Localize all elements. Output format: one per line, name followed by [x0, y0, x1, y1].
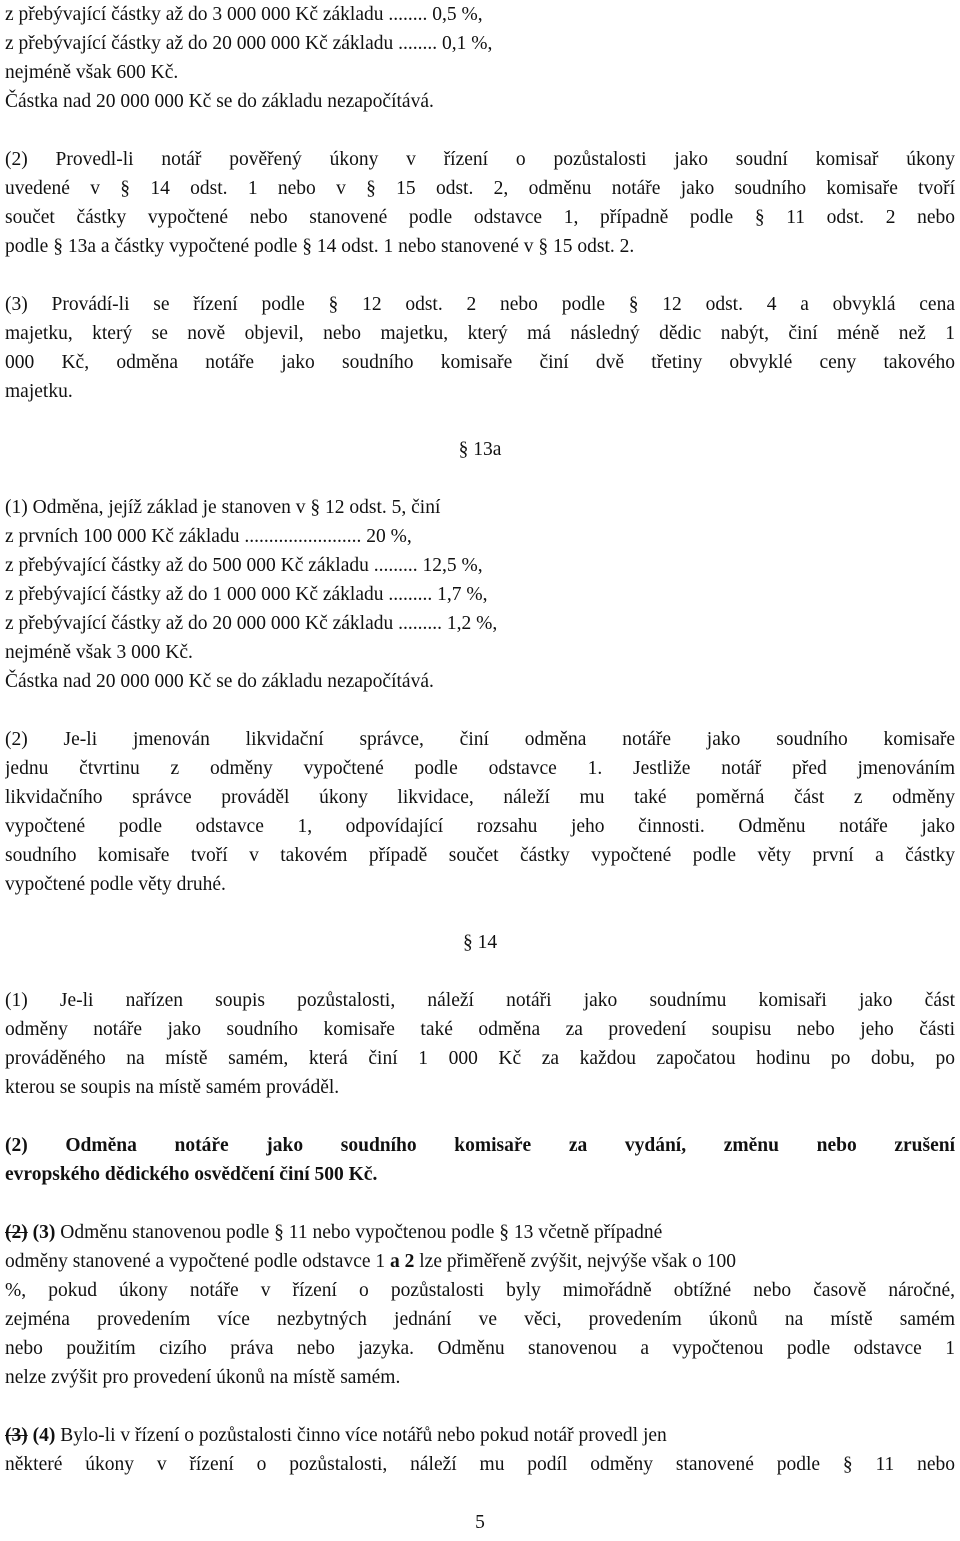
- paragraph-line: likvidačního správce prováděl úkony likvidace, náleží mu také poměrná část z odměny: [5, 787, 955, 808]
- inserted-number: (4): [27, 1425, 61, 1446]
- paragraph-line: (2) Je-li jmenován likvidační správce, činí odměna notáře jako soudního komisaře: [5, 729, 955, 750]
- deleted-number: (3): [5, 1425, 28, 1446]
- paragraph-line: nelze zvýšit pro provedení úkonů na místě samém.: [5, 1367, 401, 1388]
- text-run: odměny stanovené a vypočtené podle odstavce 1: [5, 1251, 391, 1272]
- deleted-number: (2): [5, 1222, 28, 1243]
- text-line: (1) Odměna, jejíž základ je stanoven v § 12 odst. 5, činí: [5, 497, 441, 518]
- page-number: 5: [475, 1512, 485, 1533]
- paragraph-line: nebo použitím cizího práva nebo jazyka. Odměnu stanovenou a vypočtenou podle odstavce 1: [5, 1338, 955, 1359]
- paragraph-line: majetku, který se nově objevil, nebo majetku, který má následný dědic nabýt, činí méně než 1: [5, 323, 955, 344]
- paragraph-line: (1) Je-li nařízen soupis pozůstalosti, náleží notáři jako soudnímu komisaři jako část: [5, 990, 955, 1011]
- rate-line: z přebývající částky až do 1 000 000 Kč základu ......... 1,7 %,: [5, 584, 488, 605]
- bold-paragraph-line: evropského dědického osvědčení činí 500 Kč.: [5, 1164, 378, 1185]
- paragraph-line: odměny notáře jako soudního komisaře také odměna za provedení soupisu nebo jeho části: [5, 1019, 955, 1040]
- amended-paragraph-line: [5, 1218, 955, 1247]
- text-line: z přebývající částky až do 20 000 000 Kč základu ........ 0,1 %,: [5, 33, 493, 54]
- inserted-number: (3): [27, 1222, 61, 1243]
- paragraph-line: (3) Provádí-li se řízení podle § 12 odst. 2 nebo podle § 12 odst. 4 a obvyklá cena: [5, 294, 955, 315]
- text-run: Bylo-li v řízení o pozůstalosti činno více notářů nebo pokud notář provedl jen: [60, 1425, 667, 1446]
- text-line: nejméně však 3 000 Kč.: [5, 642, 193, 663]
- inserted-text: a 2: [390, 1251, 415, 1272]
- paragraph-line: soudního komisaře tvoří v takovém případě součet částky vypočtené podle věty první a částky: [5, 845, 955, 866]
- paragraph-line: některé úkony v řízení o pozůstalosti, náleží mu podíl odměny stanovené podle § 11 nebo: [5, 1454, 955, 1475]
- paragraph-line: kterou se soupis na místě samém prováděl.: [5, 1077, 340, 1098]
- bold-paragraph-line: (2) Odměna notáře jako soudního komisaře za vydání, změnu nebo zrušení: [5, 1135, 955, 1156]
- rate-line: z přebývající částky až do 20 000 000 Kč základu ......... 1,2 %,: [5, 613, 498, 634]
- text-run: Odměnu stanovenou podle § 11 nebo vypočtenou podle § 13 včetně případné: [60, 1222, 663, 1243]
- paragraph-line: jednu čtvrtinu z odměny vypočtené podle odstavce 1. Jestliže notář před jmenováním: [5, 758, 955, 779]
- section-heading: § 13a: [458, 439, 502, 460]
- paragraph-line: majetku.: [5, 381, 73, 402]
- text-line: z přebývající částky až do 3 000 000 Kč základu ........ 0,5 %,: [5, 4, 483, 25]
- paragraph-line: vypočtené podle věty druhé.: [5, 874, 226, 895]
- paragraph-line: prováděného na místě samém, která činí 1 000 Kč za každou započatou hodinu po dobu, po: [5, 1048, 955, 1069]
- text-line: nejméně však 600 Kč.: [5, 62, 179, 83]
- paragraph-line: podle § 13a a částky vypočtené podle § 14 odst. 1 nebo stanovené v § 15 odst. 2.: [5, 236, 635, 257]
- paragraph-line: 000 Kč, odměna notáře jako soudního komisaře činí dvě třetiny obvyklé ceny takového: [5, 352, 955, 373]
- text-run: lze přiměřeně zvýšit, nejvýše však o 100: [414, 1251, 737, 1272]
- paragraph-line: %, pokud úkony notáře v řízení o pozůstalosti byly mimořádně obtížné nebo časově náročné,: [5, 1280, 955, 1301]
- paragraph-line: (2) Provedl-li notář pověřený úkony v řízení o pozůstalosti jako soudní komisař úkony: [5, 149, 955, 170]
- paragraph-line: vypočtené podle odstavce 1, odpovídající rozsahu jeho činnosti. Odměnu notáře jako: [5, 816, 955, 837]
- paragraph-line: zejména provedením více nezbytných jednání ve věci, provedením úkonů na místě samém: [5, 1309, 955, 1330]
- amended-paragraph-line: [5, 1247, 955, 1276]
- rate-line: z prvních 100 000 Kč základu ........................ 20 %,: [5, 526, 412, 547]
- text-line: Částka nad 20 000 000 Kč se do základu nezapočítává.: [5, 671, 434, 692]
- text-line: Částka nad 20 000 000 Kč se do základu nezapočítává.: [5, 91, 434, 112]
- paragraph-line: uvedené v § 14 odst. 1 nebo v § 15 odst. 2, odměnu notáře jako soudního komisaře tvoří: [5, 178, 955, 199]
- rate-line: z přebývající částky až do 500 000 Kč základu ......... 12,5 %,: [5, 555, 483, 576]
- section-heading: § 14: [462, 932, 498, 953]
- amended-paragraph-line: [5, 1421, 955, 1450]
- paragraph-line: součet částky vypočtené nebo stanovené podle odstavce 1, případně podle § 11 odst. 2 nebo: [5, 207, 955, 228]
